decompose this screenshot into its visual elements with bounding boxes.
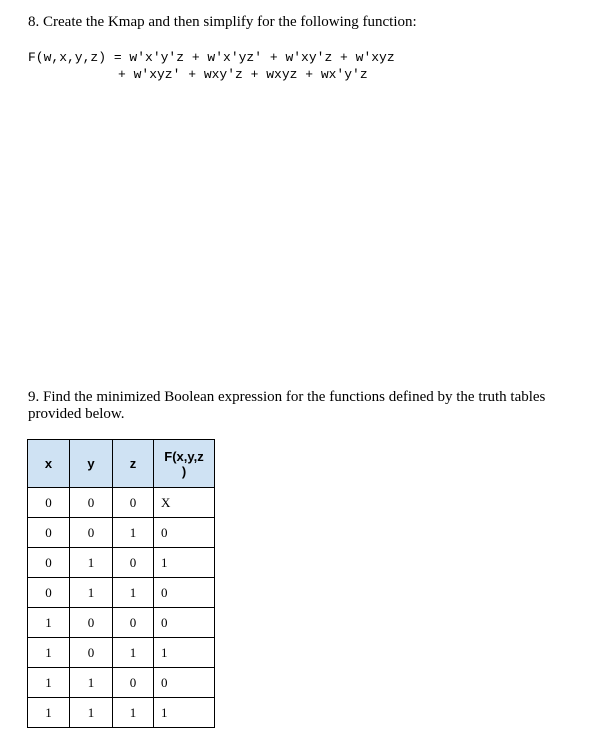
cell-y: 0 bbox=[70, 518, 113, 548]
function-equation-line-1: F(w,x,y,z) = w'x'y'z + w'x'yz' + w'xy'z + w'xyz bbox=[28, 50, 395, 65]
truth-table-body bbox=[28, 488, 215, 728]
cell-z: 1 bbox=[113, 578, 154, 608]
cell-x: 1 bbox=[28, 608, 70, 638]
question-9-prompt: 9. Find the minimized Boolean expression for the functions defined by the truth tables provided below. bbox=[28, 389, 546, 422]
cell-x: 1 bbox=[28, 698, 70, 728]
cell-output: 0 bbox=[154, 668, 215, 698]
cell-z: 1 bbox=[113, 518, 154, 548]
cell-y: 1 bbox=[70, 668, 113, 698]
cell-z: 1 bbox=[113, 698, 154, 728]
cell-y: 1 bbox=[70, 548, 113, 578]
header-z: z bbox=[113, 440, 154, 488]
truth-table-header-row bbox=[28, 440, 215, 488]
table-row bbox=[28, 548, 215, 578]
question-8-prompt: 8. Create the Kmap and then simplify for the following function: bbox=[28, 14, 417, 30]
function-equation-line-2: + w'xyz' + wxy'z + wxyz + wx'y'z bbox=[118, 67, 368, 82]
table-row bbox=[28, 698, 215, 728]
cell-z: 0 bbox=[113, 668, 154, 698]
cell-z: 0 bbox=[113, 548, 154, 578]
cell-output: 1 bbox=[154, 638, 215, 668]
table-row bbox=[28, 518, 215, 548]
cell-x: 0 bbox=[28, 548, 70, 578]
cell-y: 0 bbox=[70, 488, 113, 518]
cell-output: 1 bbox=[154, 548, 215, 578]
cell-output: 1 bbox=[154, 698, 215, 728]
cell-y: 1 bbox=[70, 698, 113, 728]
table-row bbox=[28, 488, 215, 518]
header-x: x bbox=[28, 440, 70, 488]
header-y: y bbox=[70, 440, 113, 488]
cell-x: 0 bbox=[28, 578, 70, 608]
cell-output: 0 bbox=[154, 608, 215, 638]
cell-y: 1 bbox=[70, 578, 113, 608]
table-row bbox=[28, 638, 215, 668]
cell-x: 1 bbox=[28, 668, 70, 698]
cell-y: 0 bbox=[70, 608, 113, 638]
cell-z: 1 bbox=[113, 638, 154, 668]
cell-x: 0 bbox=[28, 518, 70, 548]
cell-y: 0 bbox=[70, 638, 113, 668]
cell-z: 0 bbox=[113, 488, 154, 518]
table-row bbox=[28, 578, 215, 608]
truth-table bbox=[27, 439, 215, 728]
header-output: F(x,y,z ) bbox=[154, 440, 215, 488]
cell-z: 0 bbox=[113, 608, 154, 638]
table-row bbox=[28, 608, 215, 638]
table-row bbox=[28, 668, 215, 698]
cell-x: 0 bbox=[28, 488, 70, 518]
cell-x: 1 bbox=[28, 638, 70, 668]
cell-output: 0 bbox=[154, 518, 215, 548]
cell-output: X bbox=[154, 488, 215, 518]
cell-output: 0 bbox=[154, 578, 215, 608]
